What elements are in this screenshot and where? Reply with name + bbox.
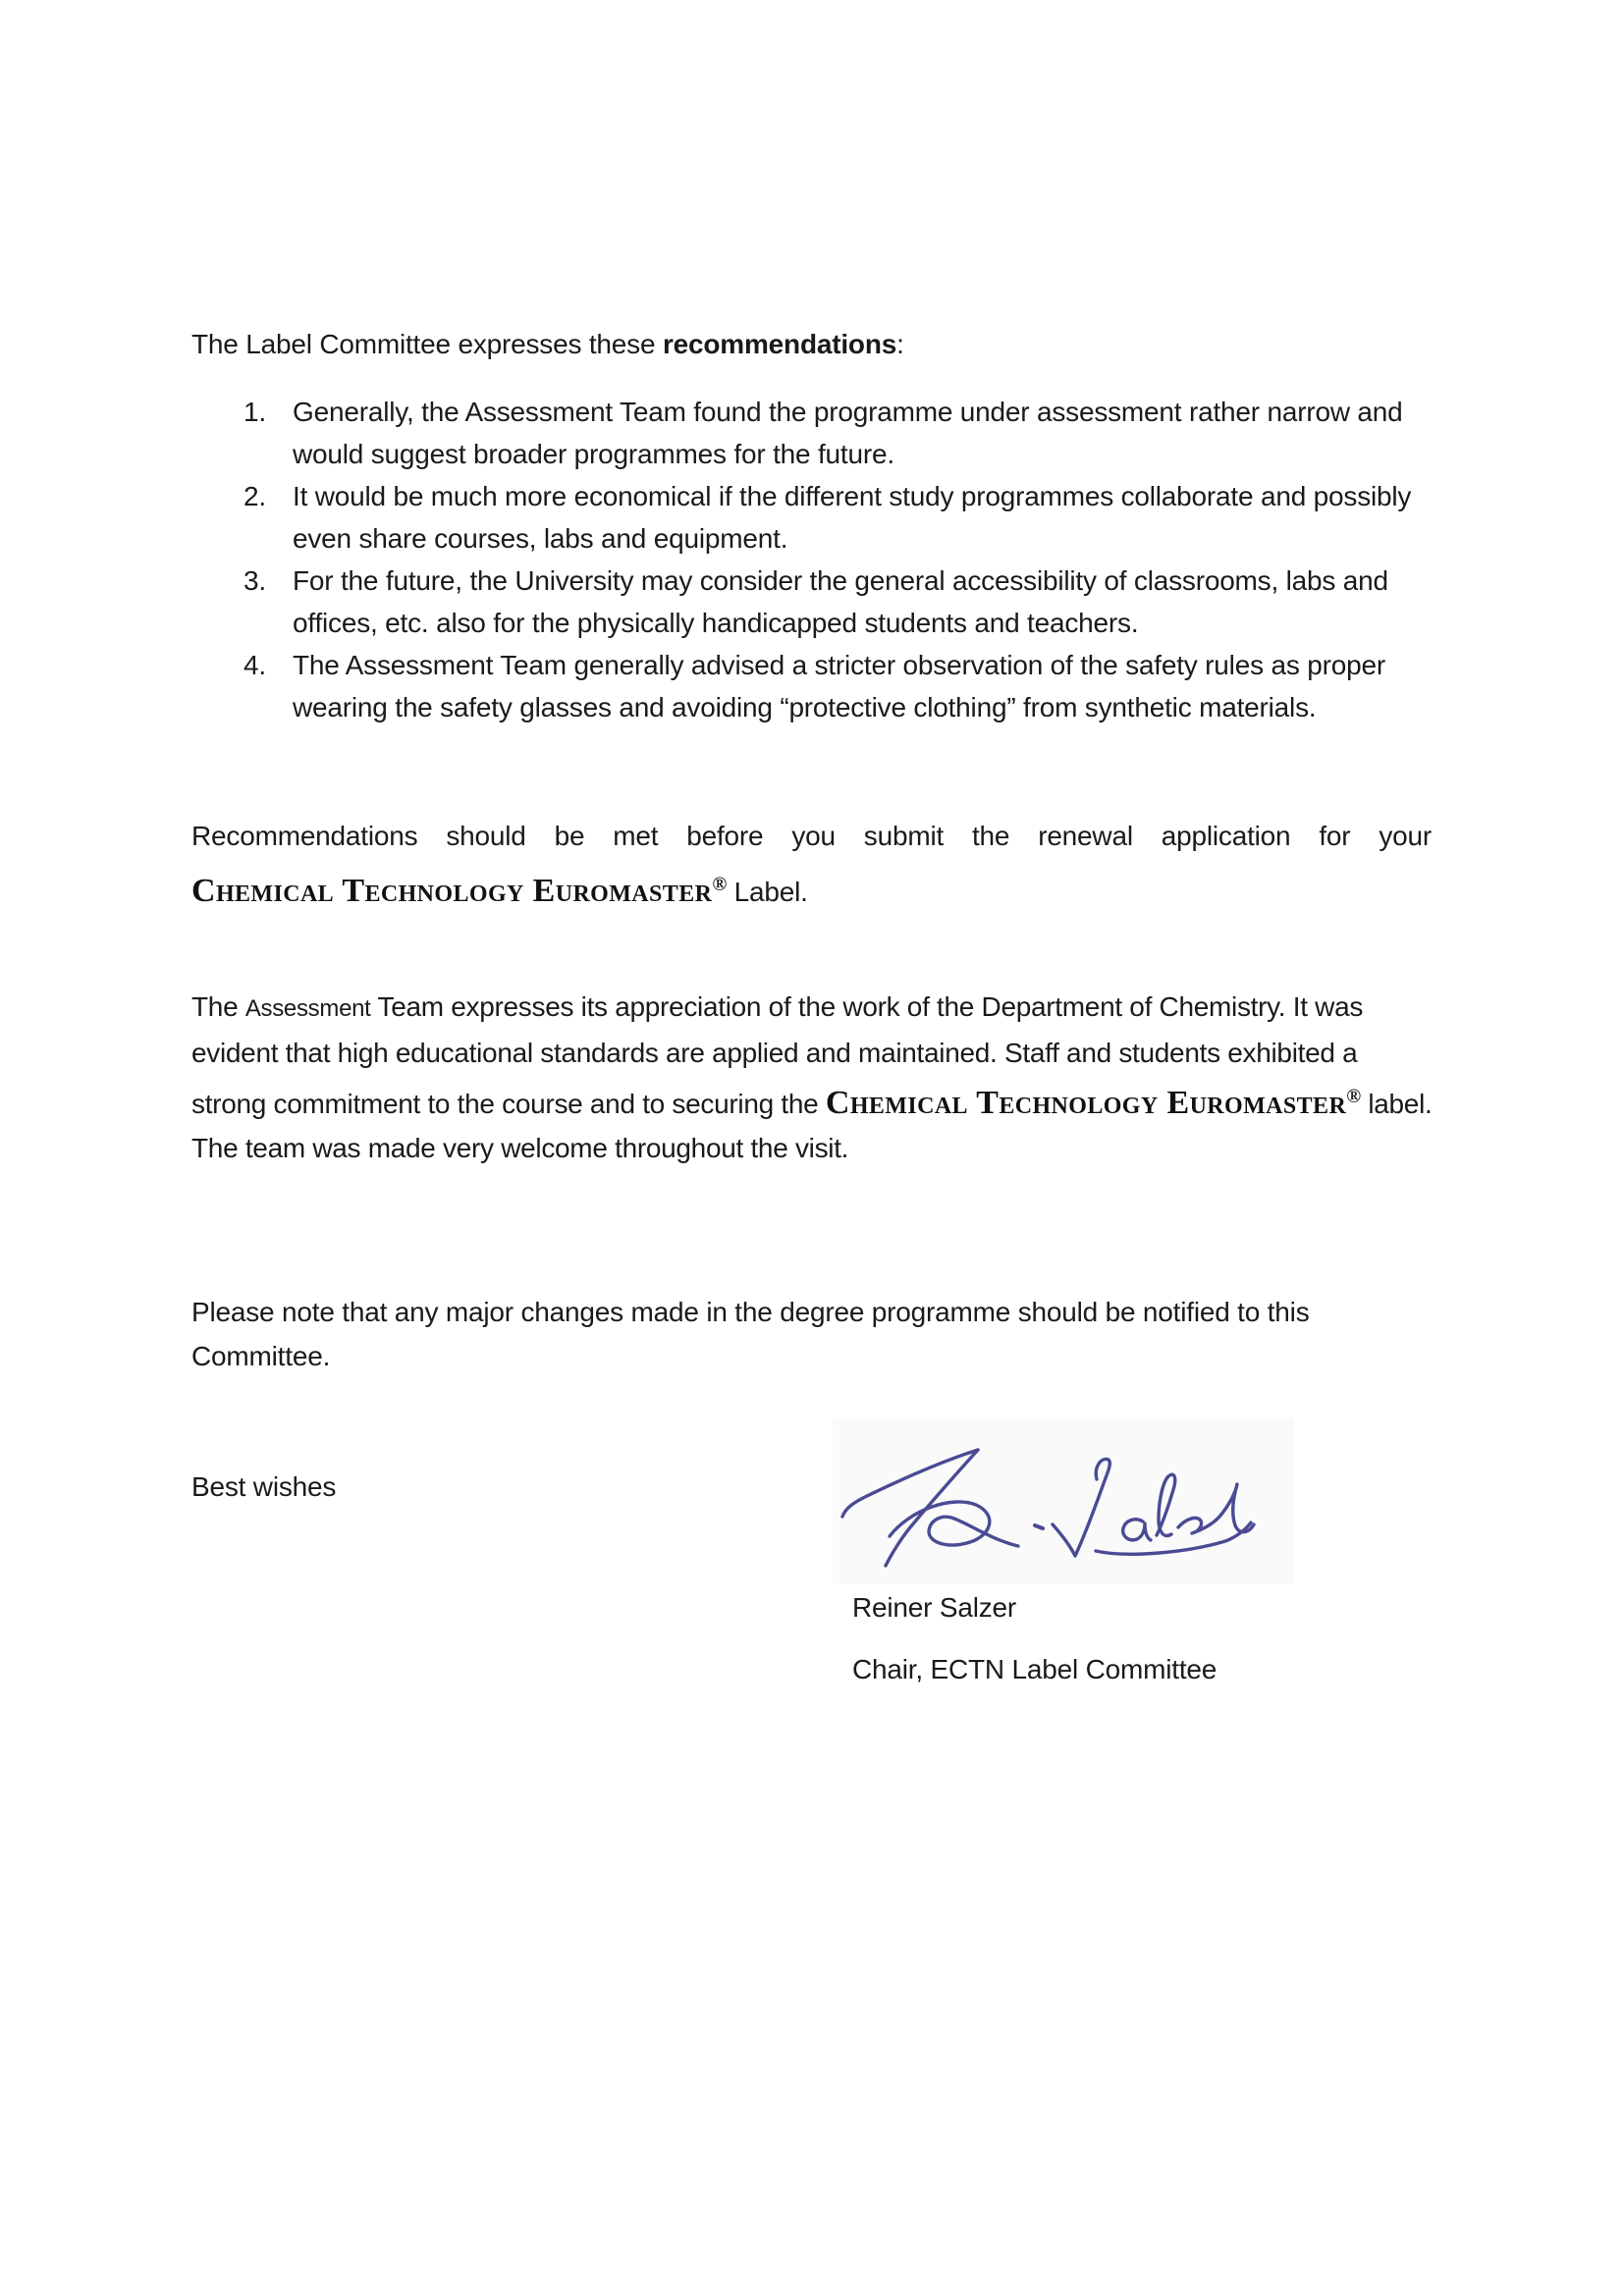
item-number: 3. [243, 565, 266, 596]
registered-trademark-symbol: ® [1346, 1086, 1361, 1107]
appreciation-before: The [191, 991, 245, 1022]
renewal-after-text: Label. [727, 877, 808, 907]
registered-trademark-symbol: ® [712, 874, 728, 895]
recommendation-item-1 [191, 391, 1432, 475]
recommendations-list [191, 391, 1432, 728]
brand-chemical-technology-euromaster: Chemical Technology Euromaster [825, 1085, 1347, 1121]
appreciation-small-word: Assessment [244, 995, 371, 1022]
signatory-title: Chair, ECTN Label Committee [852, 1654, 1217, 1684]
intro-paragraph [191, 322, 1432, 366]
renewal-line-justified: Recommendations should be met before you submit the renewal application for your [191, 821, 1432, 851]
recommendation-item-4 [191, 644, 1432, 728]
intro-bold-word: recommendations [662, 329, 897, 359]
item-text: Generally, the Assessment Team found the programme under assessment rather narrow and would suggest broader programmes for the future. [293, 397, 1403, 469]
appreciation-after: label. The team was made very welcome throughout the visit. [191, 1089, 1433, 1163]
closing-salutation: Best wishes [191, 1471, 337, 1502]
handwritten-signature-icon [833, 1417, 1294, 1584]
intro-suffix: : [896, 329, 904, 359]
item-number: 4. [243, 650, 266, 680]
signature-image [833, 1417, 1294, 1584]
renewal-brand-line [191, 858, 1432, 919]
appreciation-paragraph [191, 985, 1436, 1170]
signatory-name: Reiner Salzer [852, 1592, 1017, 1623]
brand-chemical-technology-euromaster: Chemical Technology Euromaster [191, 873, 713, 909]
item-text: The Assessment Team generally advised a stricter observation of the safety rules as proper wearing the safety glasses and avoiding “protective clothing” from synthetic materials. [293, 650, 1385, 722]
intro-prefix: The Label Committee expresses these [191, 329, 663, 359]
appreciation-middle: Team expresses its appreciation of the work of the Department of Chemistry. It was evident that high educational standards are applied and maintained. Staff and students exhibited a strong commitment to the course and to securing the [191, 991, 1364, 1119]
recommendation-item-3 [191, 560, 1432, 644]
recommendation-item-2 [191, 475, 1432, 560]
item-number: 1. [243, 397, 266, 427]
renewal-paragraph [191, 814, 1432, 919]
item-text: For the future, the University may consider the general accessibility of classrooms, labs and offices, etc. also for the physically handicapped students and teachers. [293, 565, 1388, 638]
notice-paragraph: Please note that any major changes made in the degree programme should be notified to this Committee. [191, 1297, 1310, 1371]
item-number: 2. [243, 481, 266, 511]
item-text: It would be much more economical if the different study programmes collaborate and possibly even share courses, labs and equipment. [293, 481, 1412, 554]
